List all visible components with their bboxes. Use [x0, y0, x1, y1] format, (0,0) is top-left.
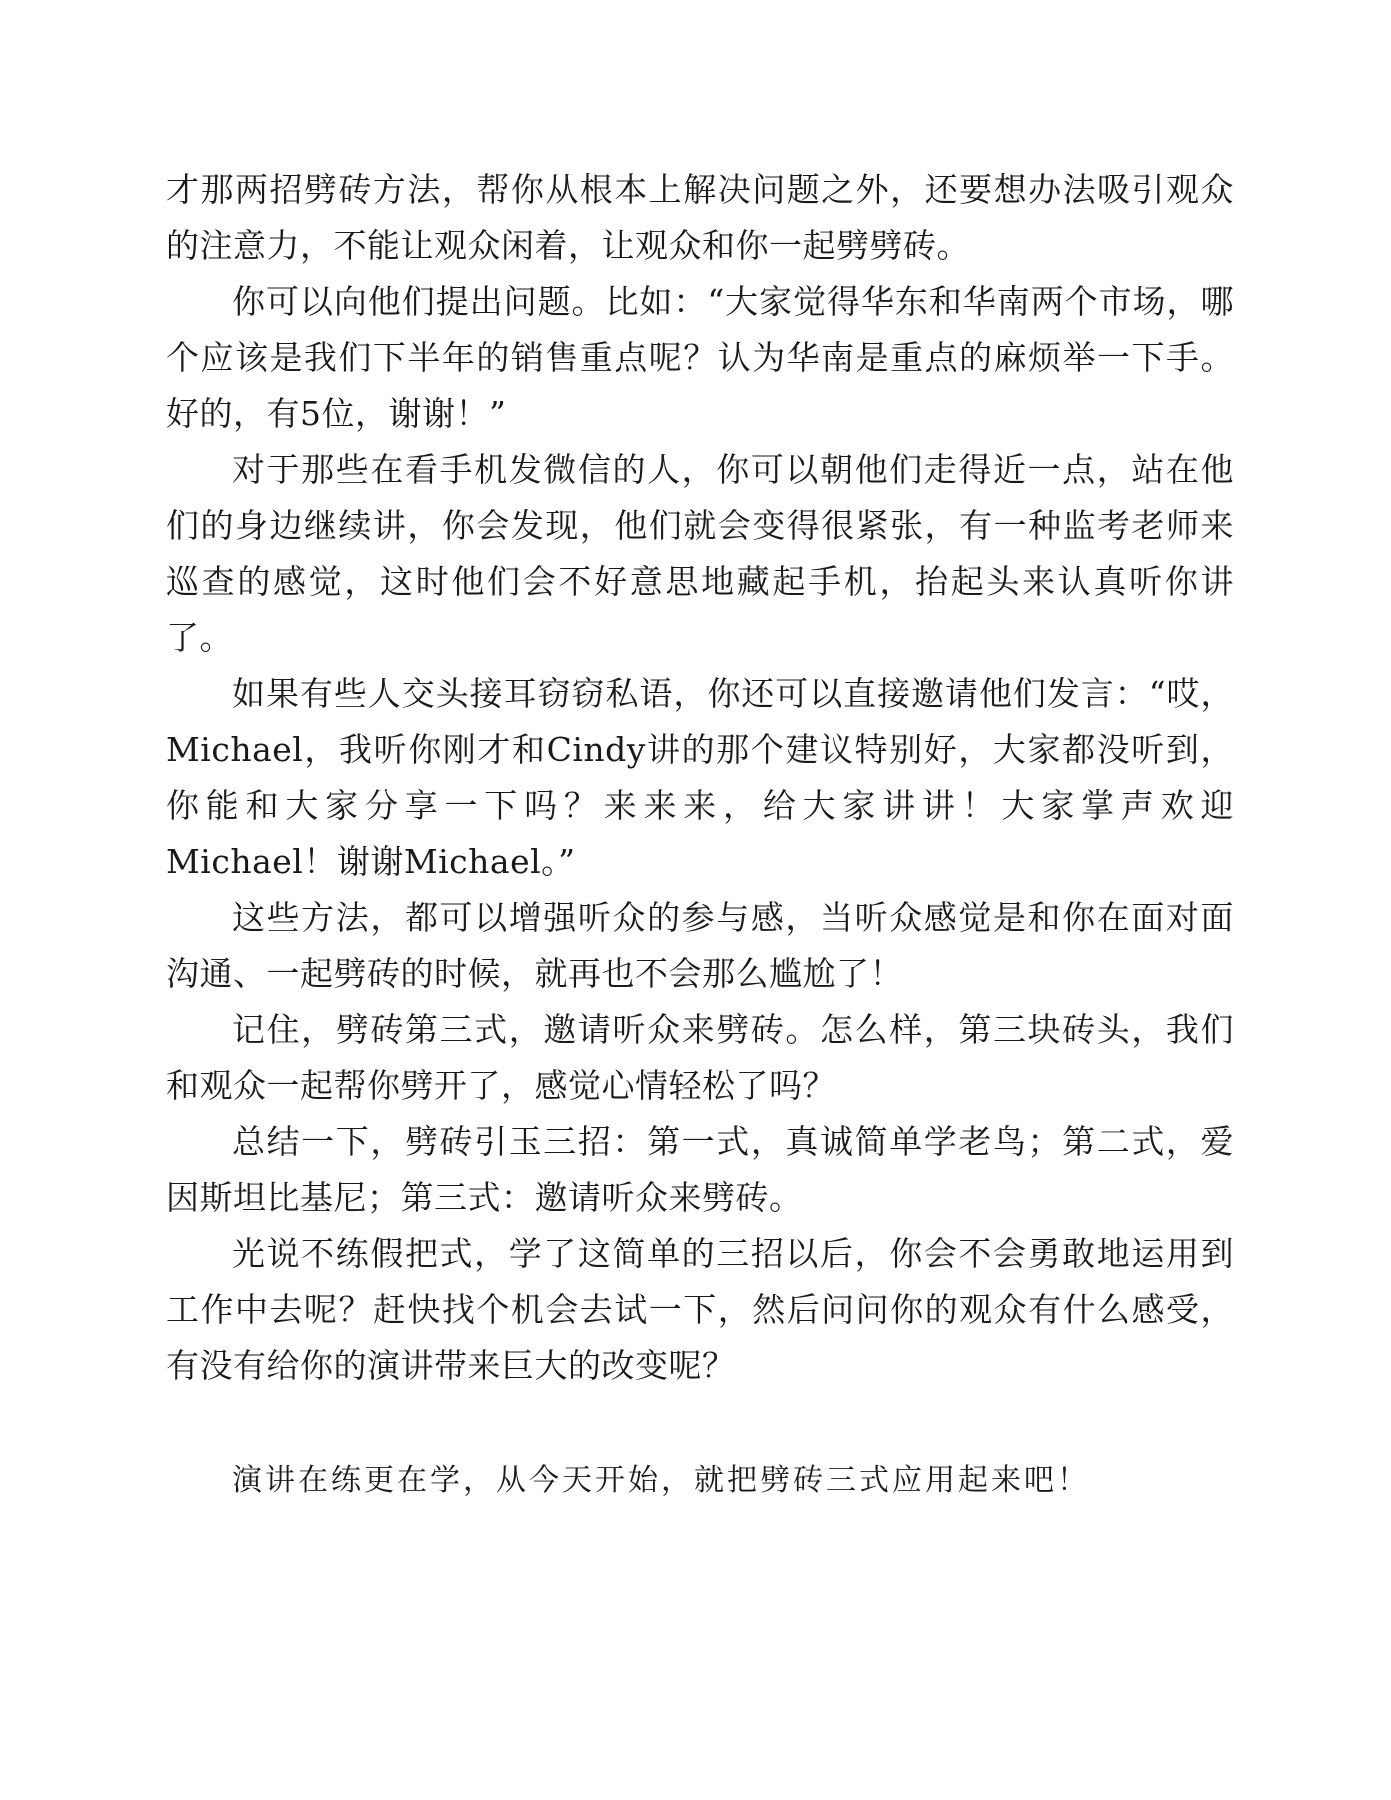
paragraph: 对于那些在看手机发微信的人，你可以朝他们走得近一点，站在他们的身边继续讲，你会发现，他们就会变得很紧张，有一种监考老师来巡查的感觉，这时他们会不好意思地藏起手机，抬起头来认真听你讲了。: [166, 450, 1234, 657]
paragraph: 总结一下，劈砖引玉三招：第一式，真诚简单学老鸟；第二式，爱因斯坦比基尼；第三式：邀请听众来劈砖。: [166, 1122, 1234, 1217]
paragraph: 你可以向他们提出问题。比如：“大家觉得华东和华南两个市场，哪个应该是我们下半年的销售重点呢？认为华南是重点的麻烦举一下手。好的，有5位，谢谢！”: [166, 282, 1234, 433]
paragraph: 如果有些人交头接耳窃窃私语，你还可以直接邀请他们发言：“哎，Michael，我听你刚才和Cindy讲的那个建议特别好，大家都没听到，你能和大家分享一下吗？来来来，给大家讲讲！大家掌声欢迎Michael！谢谢Michael。”: [166, 674, 1234, 881]
paragraph: 这些方法，都可以增强听众的参与感，当听众感觉是和你在面对面沟通、一起劈砖的时候，就再也不会那么尴尬了！: [166, 898, 1234, 993]
paragraph: 记住，劈砖第三式，邀请听众来劈砖。怎么样，第三块砖头，我们和观众一起帮你劈开了，感觉心情轻松了吗？: [166, 1010, 1234, 1105]
body-text: [166, 162, 1234, 1394]
closing-line: 演讲在练更在学，从今天开始，就把劈砖三式应用起来吧！: [232, 1463, 1090, 1498]
paragraph: 才那两招劈砖方法，帮你从根本上解决问题之外，还要想办法吸引观众的注意力，不能让观众闲着，让观众和你一起劈劈砖。: [166, 170, 1234, 265]
paragraph: 光说不练假把式，学了这简单的三招以后，你会不会勇敢地运用到工作中去呢？赶快找个机会去试一下，然后问问你的观众有什么感受，有没有给你的演讲带来巨大的改变呢？: [166, 1234, 1234, 1385]
